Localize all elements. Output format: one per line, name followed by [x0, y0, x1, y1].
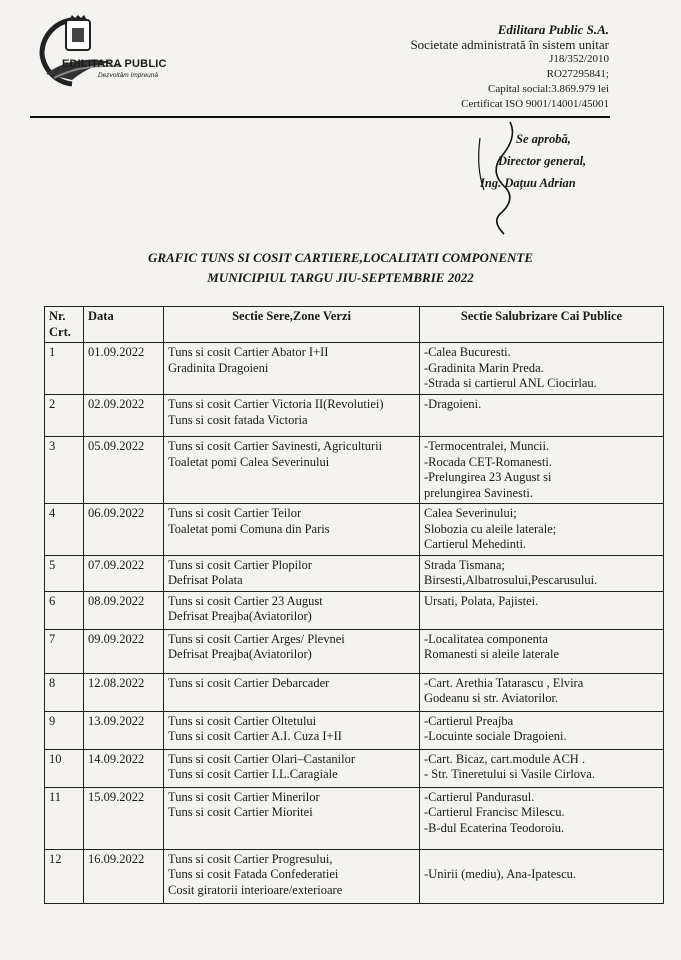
- cleaning-location: [424, 852, 659, 868]
- company-name: Edilitara Public S.A.: [497, 22, 609, 37]
- green-task: Toaletat pomi Comuna din Paris: [168, 521, 330, 536]
- cleaning-location: -Unirii (mediu), Ana-Ipatescu.: [424, 867, 577, 881]
- cleaning-location: -Gradinita Marin Preda.: [424, 360, 544, 375]
- cleaning-location: -Cartierul Francisc Milescu.: [424, 805, 565, 819]
- cleaning-location: Godeanu si str. Aviatorilor.: [424, 691, 559, 705]
- table-row: [45, 555, 664, 591]
- row-number: 3: [45, 437, 84, 504]
- cleaning-location: -Cartierul Preajba: [424, 713, 514, 728]
- green-section-cell: [164, 395, 420, 437]
- green-task: Defrisat Preajba(Aviatorilor): [168, 647, 312, 661]
- table-row: [45, 629, 664, 673]
- green-task: Tuns si cosit Cartier Olari–Castanilor: [168, 751, 356, 766]
- cleaning-location: Slobozia cu aleile laterale;: [424, 521, 557, 536]
- table-row: [45, 437, 664, 504]
- green-task: Tuns si cosit Cartier Victoria II(Revolutiei): [168, 397, 384, 411]
- cleaning-location: -Prelungirea 23 August si: [424, 470, 552, 484]
- cleaning-location: -Strada si cartierul ANL Ciocirlau.: [424, 376, 597, 390]
- green-task: Tuns si cosit Cartier Minerilor: [168, 789, 320, 804]
- row-number: 7: [45, 629, 84, 673]
- green-section-cell: [164, 629, 420, 673]
- row-date: 06.09.2022: [84, 504, 164, 556]
- cleaning-section-cell: [420, 749, 664, 787]
- cleaning-location: -Rocada CET-Romanesti.: [424, 454, 552, 469]
- row-date: 08.09.2022: [84, 591, 164, 629]
- cleaning-location: Ursati, Polata, Pajistei.: [424, 593, 539, 608]
- green-task: Tuns si cosit Cartier Abator I+II: [168, 345, 329, 359]
- cleaning-location: -Cart. Arethia Tatarascu , Elvira: [424, 675, 584, 690]
- cleaning-location: -Calea Bucuresti.: [424, 345, 511, 359]
- header-cleaning-section: Sectie Salubrizare Cai Publice: [420, 307, 664, 343]
- green-task: Tuns si cosit Cartier Arges/ Plevnei: [168, 631, 345, 646]
- green-task: Defrisat Polata: [168, 573, 243, 587]
- company-description: Societate administrată în sistem unitar: [410, 37, 609, 52]
- cleaning-location: -B-dul Ecaterina Teodoroiu.: [424, 820, 565, 835]
- green-task: Toaletat pomi Calea Severinului: [168, 454, 330, 469]
- iso-certificate: Certificat ISO 9001/14001/45001: [461, 98, 609, 110]
- cleaning-section-cell: [420, 629, 664, 673]
- table-row: [45, 591, 664, 629]
- company-info: [410, 22, 609, 112]
- approval-line-2: Director general,: [498, 154, 587, 168]
- row-number: 12: [45, 849, 84, 903]
- green-section-cell: [164, 343, 420, 395]
- table-row: [45, 749, 664, 787]
- green-section-cell: [164, 504, 420, 556]
- share-capital: Capital social:3.869.979 lei: [488, 83, 609, 95]
- cleaning-section-cell: [420, 787, 664, 849]
- table-row: [45, 787, 664, 849]
- row-number: 9: [45, 711, 84, 749]
- table-row: [45, 343, 664, 395]
- cleaning-location: -Locuinte sociale Dragoieni.: [424, 729, 567, 743]
- registration-number: J18/352/2010: [549, 53, 609, 65]
- table-row: [45, 504, 664, 556]
- table-row: [45, 849, 664, 903]
- cleaning-section-cell: [420, 343, 664, 395]
- header-green-section: Sectie Sere,Zone Verzi: [164, 307, 420, 343]
- cleaning-location: prelungirea Savinesti.: [424, 485, 533, 500]
- edilitara-logo: [32, 14, 192, 94]
- green-task: Tuns si cosit Cartier Debarcader: [168, 675, 330, 690]
- title-line-2: MUNICIPIUL TARGU JIU-SEPTEMBRIE 2022: [207, 270, 474, 285]
- table-header-row: [45, 307, 664, 343]
- cleaning-section-cell: [420, 395, 664, 437]
- cleaning-section-cell: [420, 591, 664, 629]
- logo-name: EDILITARA PUBLIC: [62, 58, 167, 70]
- green-section-cell: [164, 787, 420, 849]
- cleaning-section-cell: [420, 504, 664, 556]
- row-date: 09.09.2022: [84, 629, 164, 673]
- cleaning-location: -Localitatea componenta: [424, 631, 548, 646]
- approval-line-3: Ing. Dațuu Adrian: [480, 176, 576, 190]
- row-number: 11: [45, 787, 84, 849]
- green-section-cell: [164, 849, 420, 903]
- approval-block: [470, 128, 586, 194]
- row-date: 02.09.2022: [84, 395, 164, 437]
- cleaning-location: - Str. Tineretului si Vasile Cirlova.: [424, 767, 595, 781]
- row-date: 12.08.2022: [84, 673, 164, 711]
- green-task: Tuns si cosit Cartier Teilor: [168, 506, 302, 520]
- row-number: 2: [45, 395, 84, 437]
- green-section-cell: [164, 555, 420, 591]
- green-task: Tuns si cosit Cartier I.L.Caragiale: [168, 767, 338, 781]
- title-line-1: GRAFIC TUNS SI COSIT CARTIERE,LOCALITATI COMPONENTE: [147, 250, 534, 265]
- cleaning-location: -Cartierul Pandurasul.: [424, 789, 535, 804]
- green-task: Tuns si cosit Cartier Mioritei: [168, 805, 313, 819]
- green-section-cell: [164, 749, 420, 787]
- row-date: 14.09.2022: [84, 749, 164, 787]
- cleaning-section-cell: [420, 673, 664, 711]
- schedule-table: [44, 306, 664, 904]
- row-date: 15.09.2022: [84, 787, 164, 849]
- row-date: 01.09.2022: [84, 343, 164, 395]
- fiscal-code: RO27295841;: [546, 68, 609, 80]
- table-row: [45, 673, 664, 711]
- row-date: 05.09.2022: [84, 437, 164, 504]
- document-title: [0, 248, 681, 288]
- row-date: 16.09.2022: [84, 849, 164, 903]
- row-date: 13.09.2022: [84, 711, 164, 749]
- cleaning-section-cell: [420, 437, 664, 504]
- green-task: Tuns si cosit Cartier Progresului,: [168, 851, 333, 866]
- cleaning-location: -Dragoieni.: [424, 397, 482, 411]
- green-task: Tuns si cosit Cartier A.I. Cuza I+II: [168, 729, 342, 743]
- green-task: Tuns si cosit Cartier 23 August: [168, 593, 323, 608]
- green-task: Gradinita Dragoieni: [168, 360, 269, 375]
- green-task: Tuns si cosit fatada Victoria: [168, 412, 308, 427]
- row-number: 6: [45, 591, 84, 629]
- table-row: [45, 395, 664, 437]
- green-task: Tuns si cosit Cartier Plopilor: [168, 557, 312, 572]
- green-task: Tuns si cosit Cartier Savinesti, Agriculturii: [168, 439, 383, 453]
- cleaning-location: -Cart. Bicaz, cart.module ACH .: [424, 751, 586, 766]
- row-number: 10: [45, 749, 84, 787]
- row-number: 5: [45, 555, 84, 591]
- cleaning-location: Calea Severinului;: [424, 506, 517, 520]
- green-section-cell: [164, 437, 420, 504]
- header-date: Data: [84, 307, 164, 343]
- row-number: 8: [45, 673, 84, 711]
- header-nr: Nr. Crt.: [45, 307, 84, 343]
- cleaning-location: Birsesti,Albatrosului,Pescarusului.: [424, 573, 598, 587]
- green-section-cell: [164, 591, 420, 629]
- logo-slogan: Dezvoltăm împreună: [98, 72, 158, 79]
- green-section-cell: [164, 711, 420, 749]
- cleaning-location: -Termocentralei, Muncii.: [424, 439, 550, 453]
- cleaning-section-cell: [420, 849, 664, 903]
- green-task: Tuns si cosit Fatada Confederatiei: [168, 867, 339, 881]
- table-row: [45, 711, 664, 749]
- cleaning-location: Romanesti si aleile laterale: [424, 647, 560, 661]
- green-section-cell: [164, 673, 420, 711]
- green-task: Tuns si cosit Cartier Oltetului: [168, 713, 317, 728]
- cleaning-location: Strada Tismana;: [424, 557, 505, 572]
- cleaning-location: Cartierul Mehedinti.: [424, 537, 527, 551]
- cleaning-section-cell: [420, 711, 664, 749]
- cleaning-section-cell: [420, 555, 664, 591]
- approval-line-1: Se aprobă,: [516, 132, 571, 146]
- green-task: Cosit giratorii interioare/exterioare: [168, 882, 343, 897]
- row-date: 07.09.2022: [84, 555, 164, 591]
- green-task: Defrisat Preajba(Aviatorilor): [168, 609, 312, 623]
- row-number: 4: [45, 504, 84, 556]
- row-number: 1: [45, 343, 84, 395]
